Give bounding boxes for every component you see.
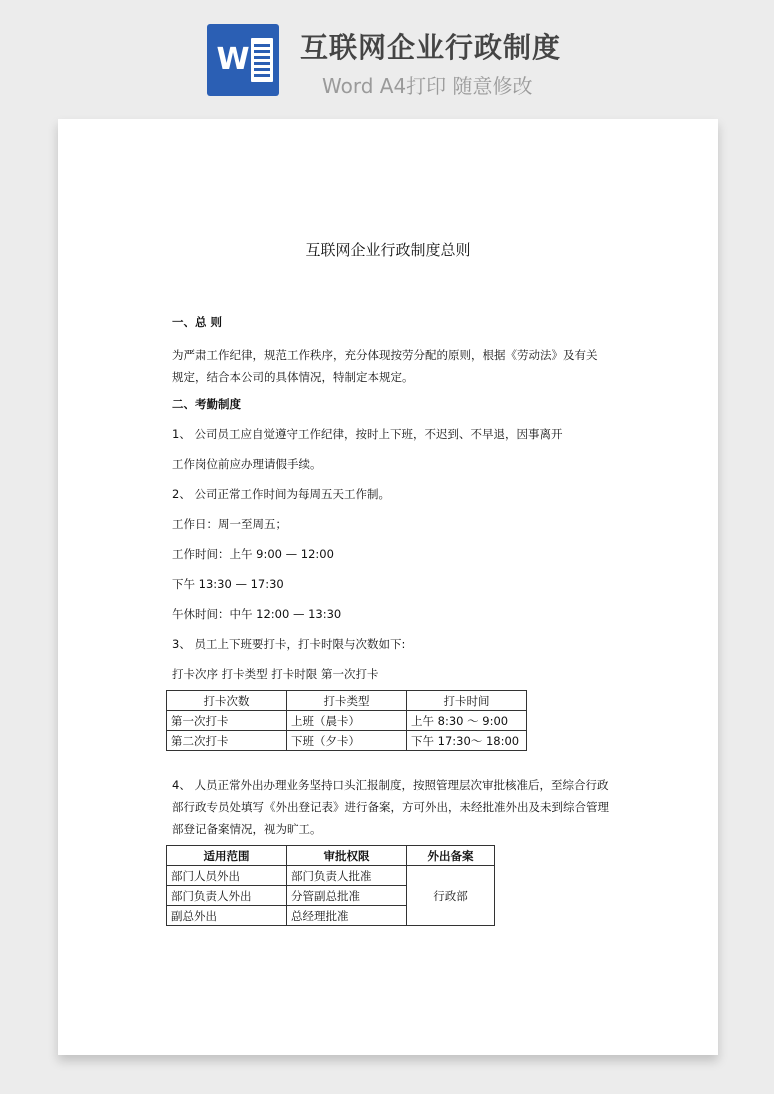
word-letter: W [216, 42, 250, 77]
document-body [172, 314, 602, 696]
table-row [167, 866, 495, 886]
item4-text: 4、 人员正常外出办理业务坚持口头汇报制度，按照管理层次审批核准后，至综合行政部行政专员处填写《外出登记表》进行备案，方可外出，未经批准外出及未到综合管理部登记备案情况，视为旷工。 [172, 778, 609, 836]
table-cell: 分管副总批准 [287, 886, 407, 906]
table-cell: 副总外出 [167, 906, 287, 926]
table-cell: 部门负责人批准 [287, 866, 407, 886]
table-cell: 下午 17:30～ 18:00 [407, 731, 527, 751]
attendance-line: 1、 公司员工应自觉遵守工作纪律，按时上下班，不迟到、不早退，因事离开 [172, 427, 563, 441]
table-cell: 部门人员外出 [167, 866, 287, 886]
attendance-line: 工作岗位前应办理请假手续。 [172, 457, 322, 471]
punch-card-table [166, 690, 527, 751]
table-row [167, 711, 527, 731]
attendance-line: 午休时间：中午 12:00 — 13:30 [172, 607, 342, 621]
table-header-cell: 打卡时间 [407, 691, 527, 711]
table-header-cell: 打卡次数 [167, 691, 287, 711]
header-subtitle: Word A4打印 随意修改 [322, 74, 533, 98]
table-header-cell: 审批权限 [287, 846, 407, 866]
table-header-cell: 外出备案 [407, 846, 495, 866]
table-cell: 第二次打卡 [167, 731, 287, 751]
table-cell: 上午 8:30 ～ 9:00 [407, 711, 527, 731]
merged-cell: 行政部 [407, 866, 495, 926]
table-header-row [167, 846, 495, 866]
table-cell: 部门负责人外出 [167, 886, 287, 906]
header [0, 0, 774, 118]
section2-heading: 二、考勤制度 [172, 397, 241, 411]
table-header-cell: 适用范围 [167, 846, 287, 866]
attendance-line: 工作日：周一至周五； [172, 517, 287, 531]
table-cell: 下班（夕卡） [287, 731, 407, 751]
table-cell: 总经理批准 [287, 906, 407, 926]
document-page [58, 119, 718, 1055]
table-header-row [167, 691, 527, 711]
table-row [167, 731, 527, 751]
attendance-line: 3、 员工上下班要打卡，打卡时限与次数如下: [172, 637, 406, 651]
sheet-lines-icon [251, 38, 273, 82]
section1-text: 为严肃工作纪律，规范工作秩序，充分体现按劳分配的原则，根据《劳动法》及有关规定，结合本公司的具体情况，特制定本规定。 [172, 348, 598, 384]
table-cell: 上班（晨卡） [287, 711, 407, 731]
word-doc-icon [207, 24, 279, 96]
table-header-cell: 打卡类型 [287, 691, 407, 711]
section1-heading: 一、总 则 [172, 315, 223, 329]
attendance-line: 打卡次序 打卡类型 打卡时限 第一次打卡 [172, 667, 379, 681]
outing-approval-table [166, 845, 495, 926]
header-title: 互联网企业行政制度 [300, 31, 562, 64]
attendance-line: 下午 13:30 — 17:30 [172, 577, 284, 591]
attendance-line: 2、 公司正常工作时间为每周五天工作制。 [172, 487, 390, 501]
table-cell: 第一次打卡 [167, 711, 287, 731]
attendance-line: 工作时间：上午 9:00 — 12:00 [172, 547, 334, 561]
document-title: 互联网企业行政制度总则 [305, 241, 471, 259]
